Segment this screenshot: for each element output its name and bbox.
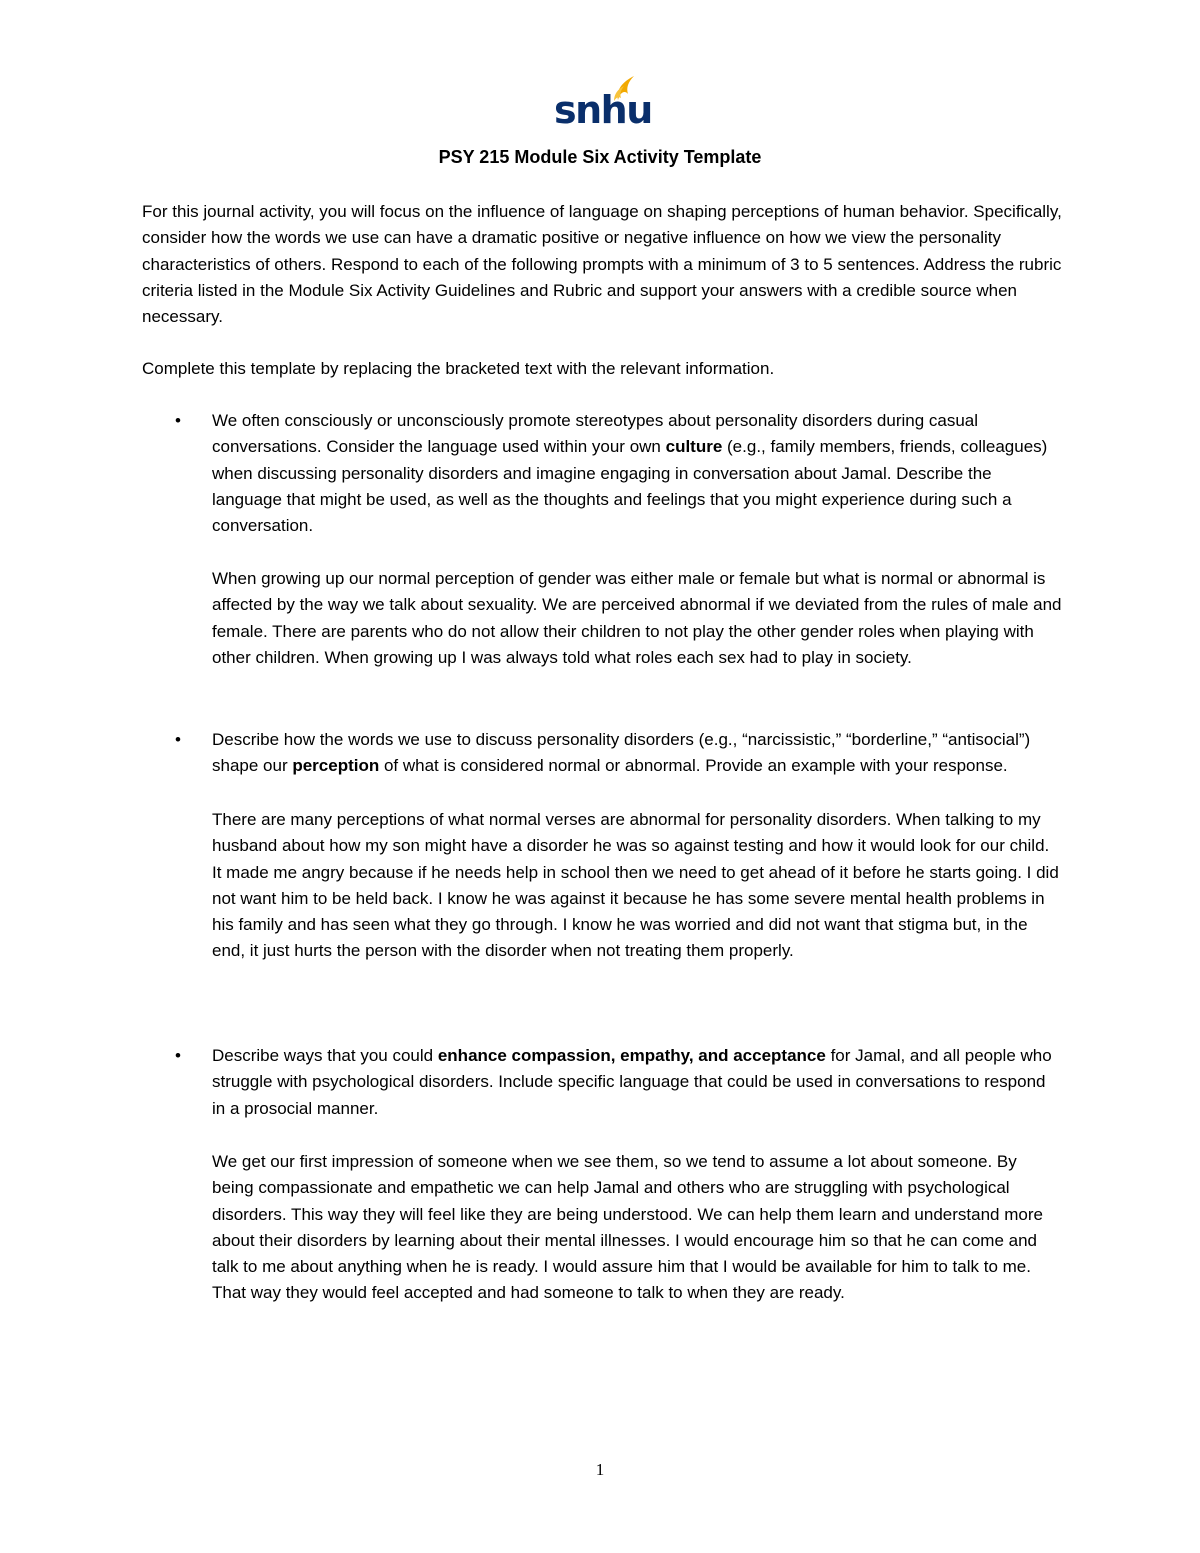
- instruction-paragraph: Complete this template by replacing the bracketed text with the relevant information.: [142, 359, 775, 378]
- intro-paragraph: For this journal activity, you will focus on the influence of language on shaping perceptions of human behavior. Specifically, consider how the words we use can have a dramatic positive or negative influence on how we view the personality characteristics of others. Respond to each of the following prompts with a minimum of 3 to 5 sentences. Address the rubric criteria listed in the Module Six Activity Guidelines and Rubric and support your answers with a credible source when necessary.: [142, 202, 1062, 327]
- prompt-text: Describe ways that you could enhance compassion, empathy, and acceptance for Jamal, and all people who struggle with psychological disorders. Include specific language that could be used in conversations to respond in a prosocial manner.: [212, 1046, 1052, 1118]
- snhu-logo: [554, 74, 652, 132]
- page-number: 1: [595, 1460, 605, 1479]
- prompt-emphasis: enhance compassion, empathy, and acceptance: [437, 1046, 826, 1065]
- answer-text: We get our first impression of someone when we see them, so we tend to assume a lot about someone. By being compassionate and empathetic we can help Jamal and others who are struggling with psychological disorders. This way they will feel like they are being understood. We can help them learn and understand more about their disorders by learning about their mental illnesses. I would encourage him so that he can come and talk to me about anything when he is ready. I would assure him that I would be available for him to talk to me. That way they would feel accepted and had someone to talk to when they are ready.: [212, 1152, 1043, 1303]
- document-title: PSY 215 Module Six Activity Template: [438, 147, 762, 167]
- bullet-icon: •: [175, 411, 181, 430]
- bullet-icon: •: [175, 1046, 181, 1065]
- bullet-icon: •: [175, 730, 181, 749]
- prompt-emphasis: culture: [665, 437, 723, 457]
- logo-wordmark: snhu: [554, 88, 652, 132]
- answer-text: When growing up our normal perception of gender was either male or female but what is normal or abnormal is affected by the way we talk about sexuality. We are perceived abnormal if we deviated from the rules of male and female. There are parents who do not allow their children to not play the other gender roles when playing with other children. When growing up I was always told what roles each sex had to play in society.: [212, 569, 1062, 667]
- prompt-text: Describe how the words we use to discuss personality disorders (e.g., “narcissistic,” “borderline,” “antisocial”) shape our perception of what is considered normal or abnormal. Provide an example with your response.: [212, 730, 1031, 776]
- prompt-emphasis: perception: [292, 756, 380, 776]
- answer-text: There are many perceptions of what normal verses are abnormal for personality disorders. When talking to my husband about how my son might have a disorder he was so against testing and how it would look for our child. It made me angry because if he needs help in school then we need to get ahead of it before he starts going. I did not want him to be held back. I know he was against it because he has some severe mental health problems in his family and has seen what they go through. I know he was worried and did not want that stigma but, in the end, it just hurts the person with the disorder when not treating them properly.: [212, 810, 1059, 961]
- prompt-text: We often consciously or unconsciously promote stereotypes about personality disorders during casual conversations. Consider the language used within your own culture (e.g., family members, friends, colleagues) when discussing personality disorders and imagine engaging in conversation about Jamal. Describe the language that might be used, as well as the thoughts and feelings that you might experience during such a conversation.: [212, 411, 1048, 536]
